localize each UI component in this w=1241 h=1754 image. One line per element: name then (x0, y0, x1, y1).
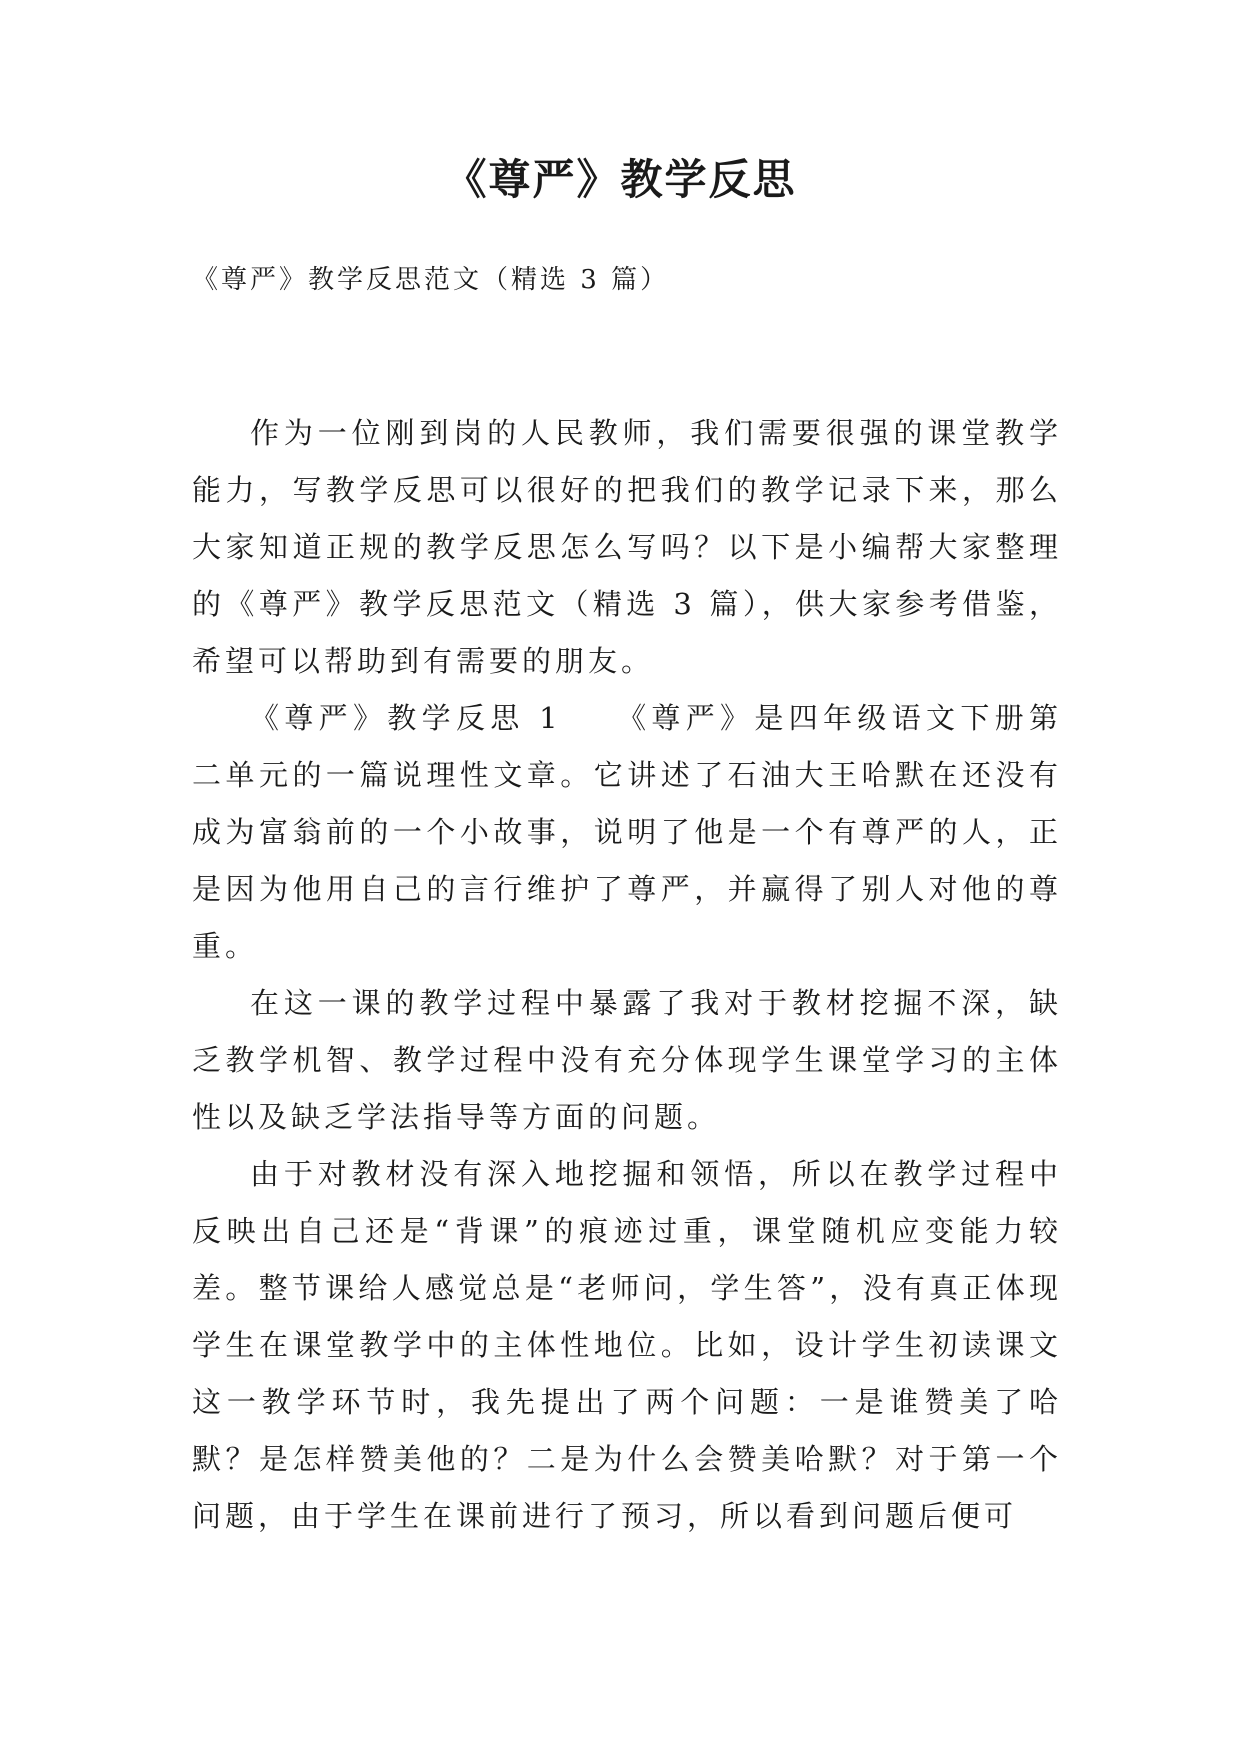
paragraph-analysis: 由于对教材没有深入地挖掘和领悟，所以在教学过程中反映出自己还是“背课”的痕迹过重，课堂随机应变能力较差。整节课给人感觉总是“老师问，学生答”，没有真正体现学生在课堂教学中的主体性地位。比如，设计学生初读课文这一教学环节时，我先提出了两个问题：一是谁赞美了哈默？是怎样赞美他的？二是为什么会赞美哈默？对于第一个问题，由于学生在课前进行了预习，所以看到问题后便可 (192, 1157, 1062, 1533)
paragraph-reflection-1: 《尊严》教学反思 1 《尊严》是四年级语文下册第二单元的一篇说理性文章。它讲述了石油大王哈默在还没有成为富翁前的一个小故事，说明了他是一个有尊严的人，正是因为他用自己的言行维护了尊严，并赢得了别人对他的尊重。 (192, 701, 1062, 963)
paragraph-intro: 作为一位刚到岗的人民教师，我们需要很强的课堂教学能力，写教学反思可以很好的把我们的教学记录下来，那么大家知道正规的教学反思怎么写吗？以下是小编帮大家整理的《尊严》教学反思范文（精选 3 篇），供大家参考借鉴，希望可以帮助到有需要的朋友。 (192, 416, 1062, 678)
document-subtitle: 《尊严》教学反思范文（精选 3 篇） (192, 265, 670, 295)
paragraph-problems: 在这一课的教学过程中暴露了我对于教材挖掘不深，缺乏教学机智、教学过程中没有充分体现学生课堂学习的主体性以及缺乏学法指导等方面的问题。 (192, 986, 1062, 1134)
document-title: 《尊严》教学反思 (444, 155, 797, 204)
document-body (192, 405, 1062, 1545)
